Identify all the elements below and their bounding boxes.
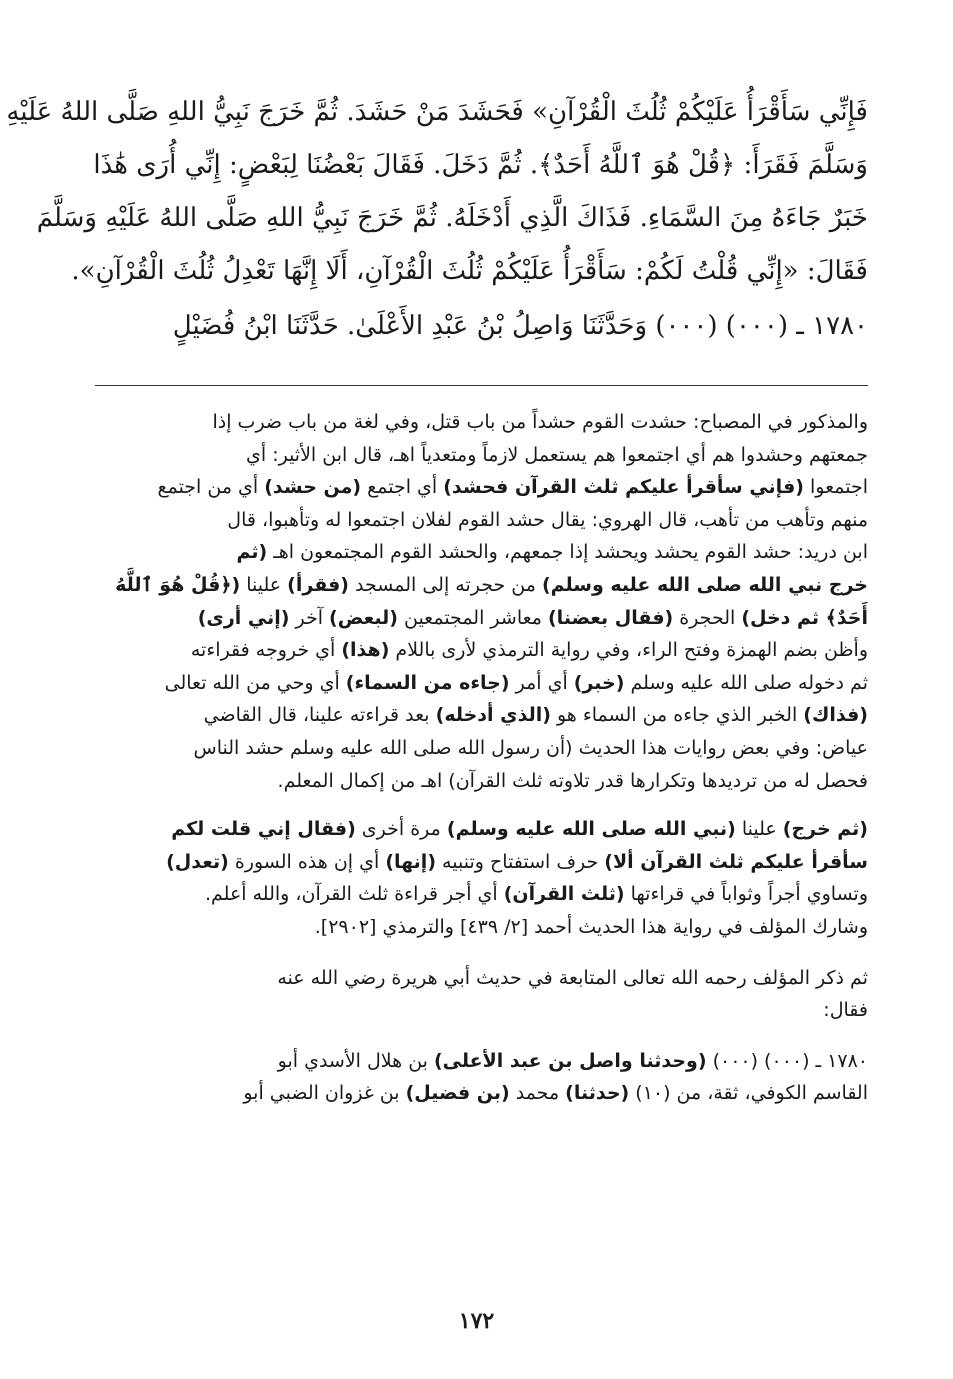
text-run: حرف استفتاح وتنبيه xyxy=(436,850,605,873)
bold-quote: (خبر) xyxy=(573,671,625,694)
commentary-line xyxy=(95,846,868,879)
commentary-line xyxy=(95,504,868,537)
text-run: بن هلال الأسدي أبو xyxy=(277,1049,434,1072)
text-run: منهم وتأهب من تأهب، قال الهروي: يقال حشد القوم لفلان اجتمعوا له وتأهبوا، قال xyxy=(227,508,868,531)
bold-quote: (حدثنا) xyxy=(565,1082,630,1105)
bold-quote: (﴿قُلْ هُوَ ٱللَّهُ xyxy=(115,573,241,596)
text-run: بن غزوان الضبي أبو xyxy=(243,1082,406,1105)
bold-quote: (ثم خرج) xyxy=(782,818,868,841)
text-run: الحجرة xyxy=(673,606,742,629)
bold-quote: (ثلث القرآن) xyxy=(503,883,625,906)
commentary-line xyxy=(95,994,868,1027)
bold-quote: (فذاك) xyxy=(803,704,868,727)
text-run: عياض: وفي بعض روايات هذا الحديث (أن رسول الله صلى الله عليه وسلم حشد الناس xyxy=(193,736,868,759)
text-run: والمذكور في المصباح: حشدت القوم حشداً من باب قتل، وفي لغة من باب ضرب إذا xyxy=(212,411,868,433)
bold-quote: (فإني سأقرأ عليكم ثلث القرآن فحشد) xyxy=(443,476,804,499)
commentary-line xyxy=(95,1077,868,1110)
bold-quote: (ثم xyxy=(236,541,268,564)
text-run: ١٧٨٠ ـ (٠٠٠) (٠٠٠) xyxy=(706,1049,868,1072)
bold-quote: سأقرأ عليكم ثلث القرآن ألا) xyxy=(604,850,868,873)
text-run: مرة أخرى xyxy=(355,818,447,841)
commentary-line xyxy=(95,634,868,667)
bold-quote: (وحدثنا واصل بن عبد الأعلى) xyxy=(434,1049,707,1072)
commentary-line xyxy=(95,878,868,911)
bold-quote: (فقال إني قلت لكم xyxy=(171,818,356,841)
text-run: بعد قراءته علينا، قال القاضي xyxy=(203,704,436,727)
bold-quote: (بن فضيل) xyxy=(405,1082,510,1105)
bold-quote: (من حشد) xyxy=(264,476,362,499)
text-run: أي اجتمع xyxy=(361,476,444,499)
text-run: أي خروجه فقراءته xyxy=(190,639,342,662)
text-run: أي وحي من الله تعالى xyxy=(164,671,346,694)
commentary-line xyxy=(95,471,868,504)
text-run: معاشر المجتمعين xyxy=(397,606,548,629)
commentary-paragraph xyxy=(95,962,868,1027)
text-run: أي أجر قراءة ثلث القرآن، والله أعلم. xyxy=(204,883,504,906)
text-run: محمد xyxy=(509,1082,566,1105)
bold-quote: أَحَدٌ﴾ ثم دخل) xyxy=(741,606,868,629)
text-run: أي أمر xyxy=(509,671,574,694)
bold-quote: (تعدل) xyxy=(166,850,229,873)
hadith-text xyxy=(6,86,868,353)
text-run: أي إن هذه السورة xyxy=(228,850,386,873)
hadith-line: فَقَالَ: «إِنِّي قُلْتُ لَكُمْ: سَأَقْرَأُ عَلَيْكُمْ ثُلُثَ الْقُرْآنِ، أَلَا إِنَّهَا تَعْدِلُ ثُلُثَ الْقُرْآنِ». xyxy=(71,256,868,286)
commentary-line xyxy=(95,667,868,700)
commentary-line xyxy=(95,569,868,602)
commentary-line xyxy=(95,1045,868,1078)
bold-quote: خرج نبي الله صلى الله عليه وسلم) xyxy=(541,573,868,596)
footnote-divider xyxy=(95,385,868,386)
bold-quote: (إنها) xyxy=(385,850,437,873)
commentary-line xyxy=(95,406,868,439)
text-run: فحصل له من ترديدها وتكرارها قدر تلاوته ثلث القرآن) اهـ من إكمال المعلم. xyxy=(277,769,868,792)
hadith-line: وَسَلَّمَ فَقَرَأَ: ﴿قُلْ هُوَ ٱللَّهُ أَحَدٌ﴾. ثُمَّ دَخَلَ. فَقَالَ بَعْضُنَا لِبَعْضٍ: إِنِّي أُرَى هَٰذَا xyxy=(93,150,868,180)
text-run: وأظن بضم الهمزة وفتح الراء، وفي رواية الترمذي لأرى باللام xyxy=(389,639,868,662)
commentary-line xyxy=(95,732,868,765)
text-run: ثم ذكر المؤلف رحمه الله تعالى المتابعة في حديث أبي هريرة رضي الله عنه xyxy=(277,966,868,989)
next-hadith-line: ١٧٨٠ ـ (٠٠٠) (٠٠٠) وَحَدَّثَنَا وَاصِلُ بْنُ عَبْدِ الأَعْلَىٰ. حَدَّثَنَا ابْنُ فُضَيْلٍ xyxy=(172,311,868,341)
commentary-line xyxy=(95,813,868,846)
text-run: آخر xyxy=(289,606,330,629)
text-run: اجتمعوا xyxy=(803,476,868,499)
bold-quote: (نبي الله صلى الله عليه وسلم) xyxy=(446,818,736,841)
commentary-line xyxy=(95,962,868,995)
text-run: الخبر الذي جاءه من السماء هو xyxy=(550,704,804,727)
text-run: جمعتهم وحشدوا هم أي اجتمعوا هم يستعمل لازماً ومتعدياً اهـ، قال ابن الأثير: أي xyxy=(246,443,868,466)
text-run: القاسم الكوفي، ثقة، من (١٠) xyxy=(629,1082,868,1105)
text-run: من حجرته إلى المسجد xyxy=(349,573,542,596)
page-number: ١٧٢ xyxy=(458,1308,495,1334)
text-run: وشارك المؤلف في رواية هذا الحديث أحمد [٢/ ٤٣٩] والترمذي [٢٩٠٢]. xyxy=(314,915,868,938)
page-content xyxy=(6,86,868,1110)
commentary-line xyxy=(95,911,868,944)
commentary-line xyxy=(95,699,868,732)
bold-quote: (هذا) xyxy=(341,639,390,662)
commentary-line xyxy=(95,765,868,798)
commentary-line xyxy=(95,602,868,635)
commentary-paragraph xyxy=(95,1045,868,1110)
text-run: وتساوي أجراً وثواباً في قراءتها xyxy=(624,883,868,906)
bold-quote: (جاءه من السماء) xyxy=(345,671,510,694)
text-run: أي من اجتمع xyxy=(157,476,265,499)
hadith-line: فَإِنِّي سَأَقْرَأُ عَلَيْكُمْ ثُلُثَ الْقُرْآنِ» فَحَشَدَ مَنْ حَشَدَ. ثُمَّ خَرَجَ نَبِيُّ اللهِ صَلَّى اللهُ عَلَيْهِ xyxy=(6,97,868,127)
text-run: فقال: xyxy=(823,999,868,1022)
bold-quote: (فقال بعضنا) xyxy=(548,606,674,629)
commentary-line xyxy=(95,439,868,472)
text-run: ثم دخوله صلى الله عليه وسلم xyxy=(624,671,868,694)
text-run: ابن دريد: حشد القوم يحشد ويحشد إذا جمعهم، والحشد القوم المجتمعون اهـ xyxy=(267,541,868,564)
hadith-line: خَبَرٌ جَاءَهُ مِنَ السَّمَاءِ. فَذَاكَ الَّذِي أَدْخَلَهُ. ثُمَّ خَرَجَ نَبِيُّ اللهِ صَلَّى اللهُ عَلَيْهِ وَسَلَّمَ xyxy=(36,203,868,233)
bold-quote: (لبعض) xyxy=(329,606,398,629)
bold-quote: (إني أرى) xyxy=(197,606,290,629)
bold-quote: (الذي أدخله) xyxy=(435,704,551,727)
bold-quote: (فقرأ) xyxy=(287,573,349,596)
text-run: علينا xyxy=(240,573,288,596)
text-run: علينا xyxy=(735,818,783,841)
commentary-line xyxy=(95,536,868,569)
commentary-paragraph xyxy=(95,813,868,943)
commentary-paragraph xyxy=(95,406,868,797)
